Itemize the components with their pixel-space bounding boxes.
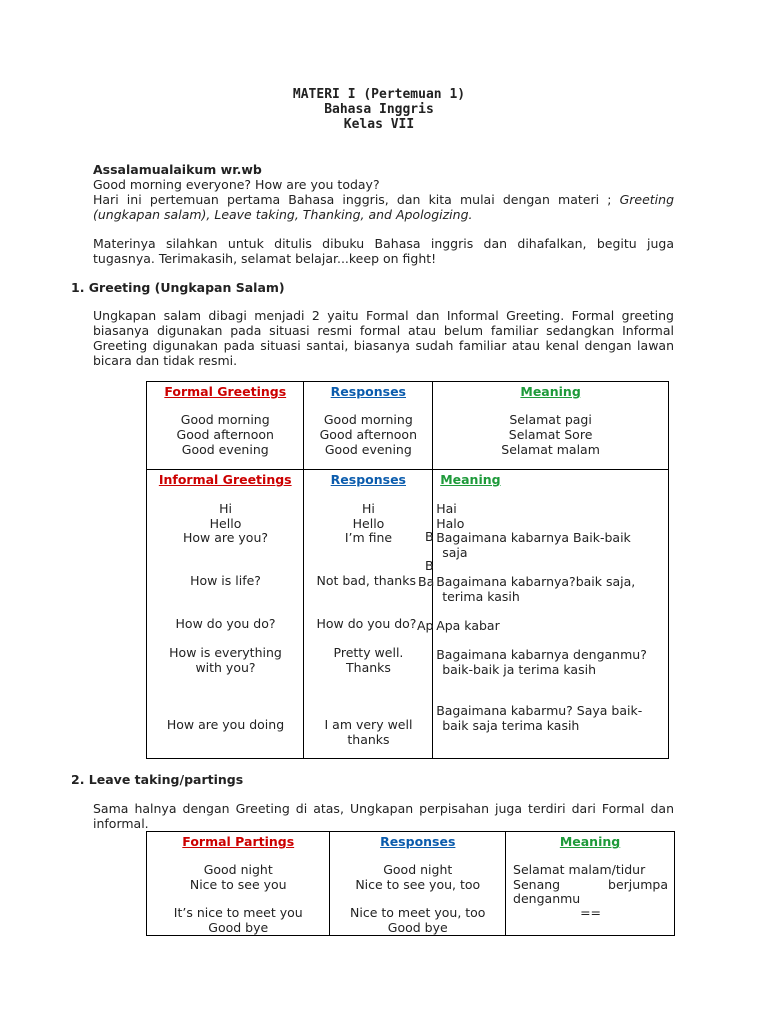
- section-2-description: Sama halnya dengan Greeting di atas, Ungkapan perpisahan juga terdiri dari Formal dan informal.: [93, 801, 674, 831]
- formal-parting: Good night: [203, 862, 273, 877]
- informal-greeting: How is everything: [169, 645, 282, 660]
- informal-greetings-row: [147, 470, 669, 759]
- parting-response: Nice to meet you, too: [350, 905, 486, 920]
- parting-response: Good night: [383, 862, 453, 877]
- informal-meaning: Apa kabar: [436, 618, 500, 633]
- formal-response: Good morning: [323, 412, 413, 427]
- informal-meaning: Halo: [436, 516, 465, 531]
- meaning-header: Meaning: [440, 472, 501, 487]
- informal-greeting: How are you?: [182, 530, 269, 545]
- parting-meaning: berjumpa: [608, 877, 668, 892]
- parting-meaning: Senang: [513, 877, 561, 892]
- informal-meaning: Bagaimana kabarmu? Saya baik-: [436, 703, 643, 718]
- informal-greeting: How is life?: [190, 573, 261, 588]
- formal-partings-header: Formal Partings: [182, 834, 295, 849]
- intro-block: [93, 162, 674, 222]
- informal-meaning: saja: [442, 545, 468, 560]
- parting-meaning-cell: [506, 832, 675, 936]
- responses-header: Responses: [330, 472, 406, 487]
- stray-letter: Ap: [417, 618, 434, 633]
- meaning-header: Meaning: [520, 384, 581, 399]
- parting-responses-cell: [330, 832, 506, 936]
- section-2-heading: 2. Leave taking/partings: [71, 772, 244, 787]
- formal-meaning: Selamat pagi: [509, 412, 592, 427]
- informal-meaning: baik-baik ja terima kasih: [442, 662, 596, 677]
- informal-meaning: Bagaimana kabarnya?baik saja,: [436, 574, 636, 589]
- formal-partings-cell: [147, 832, 330, 936]
- responses-header: Responses: [380, 834, 456, 849]
- informal-meaning: terima kasih: [442, 589, 520, 604]
- intro-line-2: [93, 192, 674, 222]
- meaning-header: Meaning: [559, 834, 621, 849]
- informal-meaning: baik saja terima kasih: [442, 718, 580, 733]
- parting-response: Nice to see you, too: [355, 877, 481, 892]
- formal-greetings-cell: [147, 382, 304, 470]
- salutation: Assalamualaikum wr.wb: [93, 162, 262, 177]
- parting-meaning: denganmu: [513, 891, 581, 906]
- informal-response: thanks: [347, 732, 390, 747]
- formal-meaning: Selamat malam: [501, 442, 600, 457]
- partings-table: [146, 831, 675, 936]
- formal-response: Good evening: [324, 442, 412, 457]
- formal-partings-row: [147, 832, 675, 936]
- intro-line-2-plain: Hari ini pertemuan pertama Bahasa inggris, dan kita mulai dengan materi ;: [93, 192, 612, 207]
- informal-response: I am very well: [324, 717, 413, 732]
- greeting-table: [146, 381, 669, 759]
- formal-responses-cell: [304, 382, 433, 470]
- formal-meaning: Selamat Sore: [508, 427, 593, 442]
- informal-meaning: Bagaimana kabarnya denganmu?: [436, 647, 647, 662]
- informal-greeting: with you?: [195, 660, 256, 675]
- informal-response: Not bad, thanks: [316, 573, 416, 588]
- stray-letter: B: [425, 529, 434, 544]
- formal-greeting: Good afternoon: [176, 427, 274, 442]
- informal-response: Hi: [362, 501, 375, 516]
- title-line-2: Bahasa Inggris: [324, 102, 434, 117]
- title-line-3: Kelas VII: [343, 117, 415, 132]
- formal-parting: Nice to see you: [189, 877, 287, 892]
- title-line-1: MATERI I (Pertemuan 1): [292, 87, 466, 102]
- document-title: [0, 87, 758, 132]
- section-1-description: Ungkapan salam dibagi menjadi 2 yaitu Formal dan Informal Greeting. Formal greeting biasanya digunakan pada situasi resmi formal atau belum familiar sedangkan Informal Greeting digunakan pada situasi santai, biasanya sudah familiar atau kenal dengan lawan bicara dan tidak resmi.: [93, 308, 674, 368]
- informal-meaning-cell: [433, 470, 669, 759]
- informal-greeting: Hi: [219, 501, 232, 516]
- responses-header: Responses: [330, 384, 406, 399]
- informal-response: I’m fine: [344, 530, 393, 545]
- informal-greetings-cell: [147, 470, 304, 759]
- informal-greeting: Hello: [209, 516, 242, 531]
- informal-greetings-header: Informal Greetings: [158, 472, 292, 487]
- section-1-heading: 1. Greeting (Ungkapan Salam): [71, 280, 285, 295]
- formal-greeting: Good morning: [180, 412, 270, 427]
- intro-paragraph-2: Materinya silahkan untuk ditulis dibuku Bahasa inggris dan dihafalkan, begitu juga tugasnya. Terimakasih, selamat belajar...keep on fight!: [93, 236, 674, 266]
- formal-greetings-row: [147, 382, 669, 470]
- formal-greeting: Good evening: [181, 442, 269, 457]
- informal-greeting: How do you do?: [175, 616, 276, 631]
- informal-responses-cell: [304, 470, 433, 759]
- formal-parting: Good bye: [208, 920, 269, 935]
- parting-response: Good bye: [387, 920, 448, 935]
- informal-response: Thanks: [346, 660, 391, 675]
- formal-greetings-header: Formal Greetings: [164, 384, 287, 399]
- intro-line-1: Good morning everyone? How are you today?: [93, 177, 380, 192]
- intro-line-2-topics: Greeting (ungkapan salam), Leave taking, Thanking, and Apologizing.: [93, 192, 674, 222]
- informal-response: Pretty well.: [333, 645, 404, 660]
- formal-meaning-cell: [433, 382, 669, 470]
- stray-letter: B: [425, 558, 434, 573]
- parting-meaning: Selamat malam/tidur: [513, 862, 646, 877]
- informal-greeting: How are you doing: [166, 717, 285, 732]
- formal-parting: It’s nice to meet you: [173, 905, 303, 920]
- stray-letter: Ba: [418, 574, 435, 589]
- informal-response: Hello: [352, 516, 385, 531]
- informal-response: How do you do?: [316, 616, 417, 631]
- parting-meaning: ==: [580, 905, 602, 920]
- informal-meaning: Hai: [436, 501, 457, 516]
- formal-response: Good afternoon: [319, 427, 418, 442]
- informal-meaning: Bagaimana kabarnya Baik-baik: [436, 530, 631, 545]
